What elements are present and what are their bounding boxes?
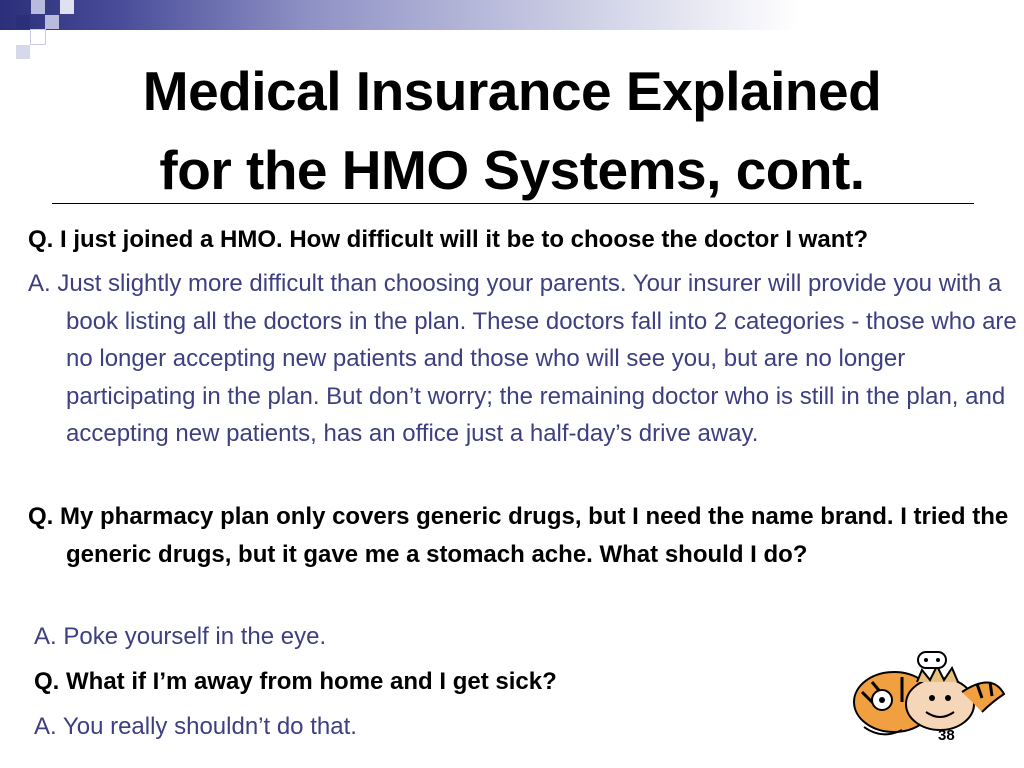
- title-line-1: Medical Insurance Explained: [142, 60, 882, 122]
- slide-title: [50, 52, 974, 210]
- slide-page-number: 38: [938, 727, 955, 744]
- question-3: Q. What if I’m away from home and I get sick?: [34, 668, 557, 695]
- answer-3: A. You really shouldn’t do that.: [34, 713, 357, 740]
- tiger-and-boy-cartoon: [842, 632, 1012, 747]
- title-divider: [52, 203, 974, 204]
- title-line-2: for the HMO Systems, cont.: [159, 139, 865, 201]
- header-gradient-band: [0, 0, 1024, 30]
- question-2: Q. My pharmacy plan only covers generic drugs, but I need the name brand. I tried the generic drugs, but it gave me a stomach ache. What should I do?: [28, 503, 1009, 568]
- question-1: Q. I just joined a HMO. How difficult will it be to choose the doctor I want?: [28, 226, 869, 253]
- answer-1: A. Just slightly more difficult than choosing your parents. Your insurer will provide you with a book listing all the doctors in the plan. These doctors fall into 2 categories - those who are no longer accepting new patients and those who will see you, but are no longer participating in the plan. But don’t worry; the remaining doctor who is still in the plan, and accepting new patients, has an office just a half-day’s drive away.: [28, 270, 1017, 447]
- answer-2: A. Poke yourself in the eye.: [34, 623, 327, 650]
